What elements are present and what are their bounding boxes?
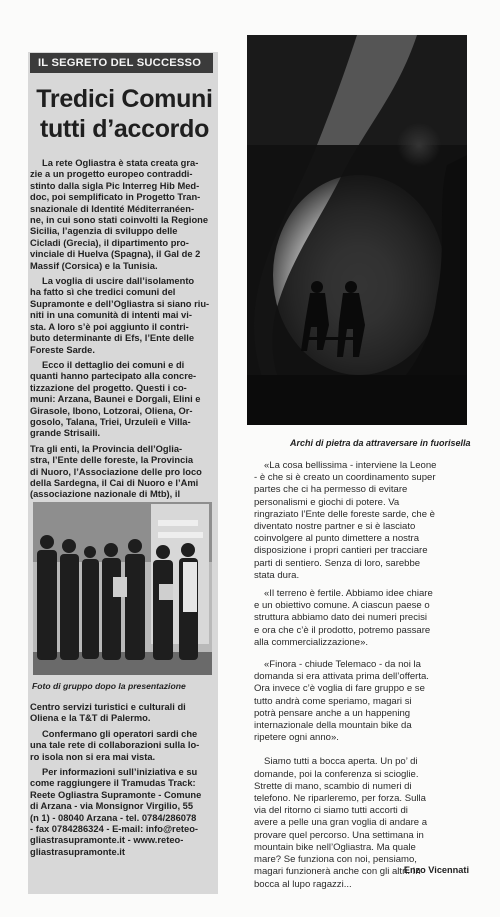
text-line: gliastrasupramonte.it - www.reteo- — [30, 835, 184, 846]
headline-line-1: Tredici Comuni — [36, 85, 213, 113]
left-paragraph-7 — [30, 767, 215, 858]
text-line: «Il terreno è fertile. Abbiamo idee chiare — [264, 588, 433, 600]
text-line: quanti hanno partecipato alla concre- — [30, 371, 197, 382]
text-line: Massif (Corsica) e la Tunisia. — [30, 260, 158, 271]
text-line: alla commercializzazione». — [254, 636, 369, 648]
text-line: Siamo tutti a bocca aperta. Un po’ di — [264, 756, 418, 768]
text-line: (n 1) - 08040 Arzana - tel. 0784/286078 — [30, 812, 197, 823]
text-line: mare? Se funziona con noi, pensiamo, — [254, 854, 417, 866]
text-line: Strette di mano, scambio di numeri di — [254, 780, 412, 792]
right-body — [254, 460, 484, 897]
text-line: Foreste Sarde. — [30, 344, 95, 355]
text-line: stata dura. — [254, 569, 300, 581]
group-photo-caption: Foto di gruppo dopo la presentazione — [32, 681, 186, 691]
text-line: Ecco il dettaglio dei comuni e di — [42, 359, 185, 370]
text-line: gliastrasupramonte.it — [30, 846, 126, 857]
text-line: struttura abbiamo dato dei numeri precisi — [254, 612, 427, 624]
text-line: e un obiettivo comune. A ciascun paese o — [254, 600, 430, 612]
section-label: IL SEGRETO DEL SUCCESSO — [30, 53, 213, 73]
text-line: Cicladi (Grecia), il dipartimento pro- — [30, 237, 189, 248]
right-paragraph-2 — [254, 588, 484, 649]
text-line: (associazione nazionale di Mtb), il — [30, 489, 181, 500]
text-line: provare quel percorso. Una settimana in — [254, 829, 424, 841]
text-line: Per informazioni sull’iniziativa e su — [42, 767, 198, 778]
text-line: Ora invece c’è voglia di fare gruppo e se — [254, 683, 425, 695]
text-line: - fax 0784286324 - E-mail: info@reteo- — [30, 824, 199, 835]
text-line: Centro servizi turistici e culturali di — [30, 702, 186, 712]
author-signature: Enzo Vicennati — [403, 865, 469, 875]
text-line: disposizione i propri cantieri per tracciare — [254, 545, 428, 557]
text-line: di Arzana - via Monsignor Virgilio, 55 — [30, 801, 194, 812]
text-line: La voglia di uscire dall’isolamento — [42, 276, 195, 287]
text-line: niti in una comunità di intenti mai vi- — [30, 310, 192, 321]
text-line: bocca al lupo ragazzi... — [254, 878, 352, 890]
text-line: ne, in cui sono stati coinvolti la Regione — [30, 215, 209, 226]
text-line: stinto dalla sigla Pic Interreg Hib Med- — [30, 180, 200, 191]
text-line: La rete Ogliastra è stata creata gra- — [42, 158, 199, 168]
text-line: di Nuoro, l’Associazione delle pro loco — [30, 466, 202, 477]
left-body-lower — [30, 702, 215, 862]
headline-line-2: tutti d’accordo — [39, 115, 210, 143]
text-line: partes che ci ha permesso di evitare — [254, 484, 408, 496]
text-line: avere a pelle una gran voglia di andare a — [254, 817, 428, 829]
left-body-upper — [30, 158, 215, 505]
arch-photo-illustration — [247, 35, 467, 425]
headline — [32, 84, 217, 144]
text-line: coinvolgere al punto dimettere a nostra — [254, 533, 420, 545]
text-line: Sicilia, l’agenzia di sviluppo delle — [30, 226, 178, 237]
text-line: personalismi e giochi di potere. Va — [254, 496, 400, 508]
text-line: via del ritorno ci siamo tutti accorti di — [254, 805, 408, 817]
arch-photo-caption: Archi di pietra da attraversare in fuorisella — [290, 438, 471, 448]
text-line: ro isola non si era mai vista. — [30, 751, 156, 762]
text-line: mountain bike nell’Ogliastra. Ma quale — [254, 841, 416, 853]
text-line: Supramonte e dell’Ogliastra si siano riu- — [30, 298, 210, 309]
text-line: tutto andrà come speriamo, magari si — [254, 695, 412, 707]
text-line: «Finora - chiude Telemaco - da noi la — [264, 659, 421, 671]
text-line: snazionale di Identité Méditerranéen- — [30, 203, 195, 214]
text-line: e ora che c’è il prodotto, potremo passare — [254, 624, 431, 636]
text-line: internazionale della mountain bike da — [254, 720, 412, 732]
text-line: «La cosa bellissima - interviene la Leone — [264, 460, 437, 471]
text-line: telefono. Ne riparleremo, per forza. Sulla — [254, 793, 426, 805]
text-line: diventato nostre partner e si è lasciato — [254, 521, 416, 533]
text-line: domanda si era attivata prima dell’offerta. — [254, 671, 429, 683]
text-line: ripetere ogni anno». — [254, 732, 339, 744]
left-paragraph-2 — [30, 276, 215, 356]
text-line: una tale rete di collaborazioni sulla lo- — [30, 740, 200, 751]
text-line: parti di sentiero. Senza di loro, sarebbe — [254, 557, 421, 569]
left-paragraph-3 — [30, 360, 215, 440]
right-paragraph-1 — [254, 460, 484, 582]
text-line: potrà pensare anche a un happening — [254, 707, 411, 719]
text-line: Tra gli enti, la Provincia dell’Oglia- — [30, 443, 183, 454]
text-line: Girasole, Ibono, Lotzorai, Oliena, Or- — [30, 405, 193, 416]
text-line: sta. A loro s’è poi aggiunto il contri- — [30, 321, 189, 332]
text-line: muni: Arzana, Baunei e Dorgali, Elini e — [30, 394, 201, 405]
left-paragraph-5 — [30, 702, 215, 725]
text-line: doc, poi semplificato in Progetto Tran- — [30, 192, 201, 203]
text-line: come raggiungere il Tramudas Track: — [30, 778, 196, 789]
text-line: tizzazione del progetto. Questi i co- — [30, 382, 187, 393]
text-line: buto determinante di Efs, l’Ente delle — [30, 333, 195, 344]
text-line: stra, l’Ente delle foreste, la Provincia — [30, 455, 194, 466]
right-paragraph-3 — [254, 659, 484, 744]
group-photo — [33, 502, 212, 675]
text-line: magari funzionerà anche con gli altri. In — [254, 866, 421, 878]
left-paragraph-4 — [30, 444, 215, 501]
text-line: vinciale di Huelva (Spagna), il Gal de 2 — [30, 249, 201, 260]
arch-photo — [247, 35, 467, 425]
text-line: domande, poi la conferenza si scioglie. — [254, 768, 419, 780]
text-line: - è che si è creato un coordinamento super — [254, 472, 436, 484]
text-line: grande Strisaili. — [30, 428, 101, 439]
text-line: zie a un progetto europeo contraddi- — [30, 169, 193, 180]
text-line: Oliena e la T&T di Palermo. — [30, 713, 151, 724]
text-line: della Sardegna, il Cai di Nuoro e l’Ami — [30, 477, 199, 488]
text-line: gosolo, Talana, Triei, Urzuleiì e Villa- — [30, 416, 191, 427]
text-line: Reete Ogliastra Supramonte - Comune — [30, 789, 202, 800]
text-line: Confermano gli operatori sardi che — [42, 728, 198, 739]
group-photo-illustration — [33, 502, 212, 675]
left-paragraph-1 — [30, 158, 215, 272]
left-paragraph-6 — [30, 729, 215, 763]
text-line: ringraziato l’Ente delle foreste sarde, che è — [254, 508, 435, 520]
text-line: ha fatto sì che tredici comuni del — [30, 287, 176, 298]
